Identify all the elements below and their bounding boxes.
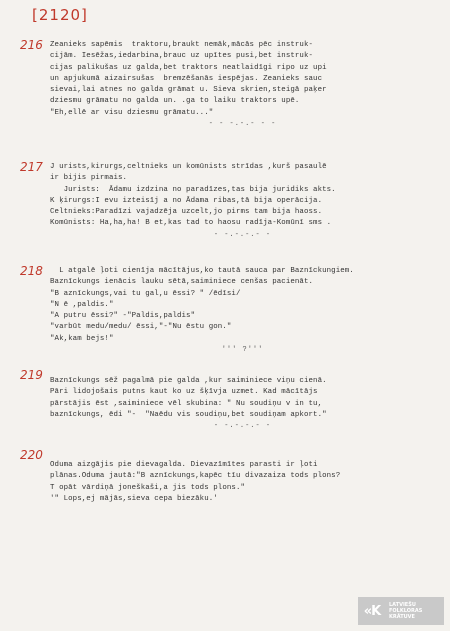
separator: ''' ?'''	[221, 346, 264, 355]
text-line: Pāri lidojošais putns kaut ko uz šķīvja uzmet. Kad mācītājs	[50, 388, 318, 397]
archive-logo	[358, 597, 444, 625]
text-line: "B aznīckungs,vai tu gal,u ēssi? " /ēdīsi/	[50, 289, 241, 298]
text-line: Zeanieks sapēmis traktoru,braukt nemāk,mācās pēc instruk-	[50, 41, 314, 49]
separator: - -.-.-.- -	[213, 422, 272, 431]
text-line: Celtnieks:Paradīzi vajadzēja uzcelt,jo pirms tam bija haoss.	[50, 208, 323, 217]
text-line: T opāt vārdiņā joneškaši,a jis tods plons."	[50, 483, 246, 492]
text-line: L atgalē ļoti cienīja mācītājus,ko tautā sauca par Baznīckungiem.	[50, 267, 354, 275]
text-line: un apjukumā aizairsušas bremzēšanās iespējas. Zeanieks sauc	[50, 74, 323, 83]
text-line: K ķirurgs:I evu izteisīj a no Ādama ribas,tā bija operācija.	[50, 196, 323, 205]
entry-218	[50, 266, 435, 355]
text-line: sievai,lai atnes no galda grāmat u. Sieva skrien,steigā paķer	[50, 86, 327, 95]
entry-number: 219	[20, 368, 43, 382]
text-line: "N ē ,paldis."	[50, 300, 114, 309]
text-line: "Eh,ellē ar visu dziesmu grāmatu..."	[50, 108, 214, 117]
separator: - -.-.-.- -	[213, 230, 272, 239]
text-line: Jurists: Ādamu izdzina no paradīzes,tas bija juridiks akts.	[50, 185, 336, 194]
text-line: Oduma aizgājis pie dievagalda. Dievazīmītes parasti ir ļoti	[50, 461, 318, 469]
text-line: dziesmu grāmatu no galda un. .ga to laiku traktors upē.	[50, 97, 300, 106]
logo-mark-icon: «K	[363, 603, 381, 619]
text-line: "varbūt medu/medu/ ēssi,"-"Nu ēstu gon."	[50, 323, 232, 332]
entry-219	[50, 376, 435, 431]
text-line: Baznīckungs sēž pagalmā pie galda ,kur saiminiece viņu cienā.	[50, 377, 327, 385]
entry-number: 220	[20, 448, 43, 462]
text-line: "A putru ēssi?" -"Paldis,paldis"	[50, 312, 196, 321]
entry-number: 216	[20, 38, 43, 52]
entry-number: 217	[20, 160, 43, 174]
text-line: J urists,kirurgs,celtnieks un komūnists strīdas ,kurš pasaulē	[50, 163, 327, 171]
text-line: "Ak,kam bejs!"	[50, 334, 114, 343]
text-line: Komūnists: Ha,ha,ha! B et,kas tad to haosu radīja-Komūnī sms .	[50, 219, 332, 228]
text-line: cijām. Iesēžas,iedarbina,brauc uz upītes pusi,bet instruk-	[50, 52, 314, 61]
text-line: cijas palikušas uz galda,bet traktors neatlaidīgi ripo uz upi	[50, 63, 327, 72]
text-line: ir bijis pirmais.	[50, 174, 128, 183]
logo-text: LATVIEŠU FOLKLORAS KRĀTUVE	[389, 602, 423, 620]
text-line: Baznīckungs ienācis lauku sētā,saiminiece cenšas pacienāt.	[50, 278, 314, 287]
entry-217	[50, 162, 435, 240]
entry-number: 218	[20, 264, 43, 278]
text-line: plānas.Oduma jautā:"B aznīckungs,kapēc tīu divazaiza tods plons?	[50, 472, 341, 481]
separator: - - -.-.- - -	[208, 120, 277, 129]
entry-220	[50, 460, 435, 505]
text-line: pārstājis ēst ,saiminiece vēl skubina: " Nu soudiņu v in tu,	[50, 399, 323, 408]
page-code: [2120]	[32, 6, 88, 24]
text-line: '" Lops,ej mājās,sieva cepa biezāku.'	[50, 494, 218, 503]
text-line: baznīckungs, ēdi "- "Naēdu vis soudiņu,bet soudiņam apkort."	[50, 410, 327, 419]
entry-216	[50, 40, 435, 129]
